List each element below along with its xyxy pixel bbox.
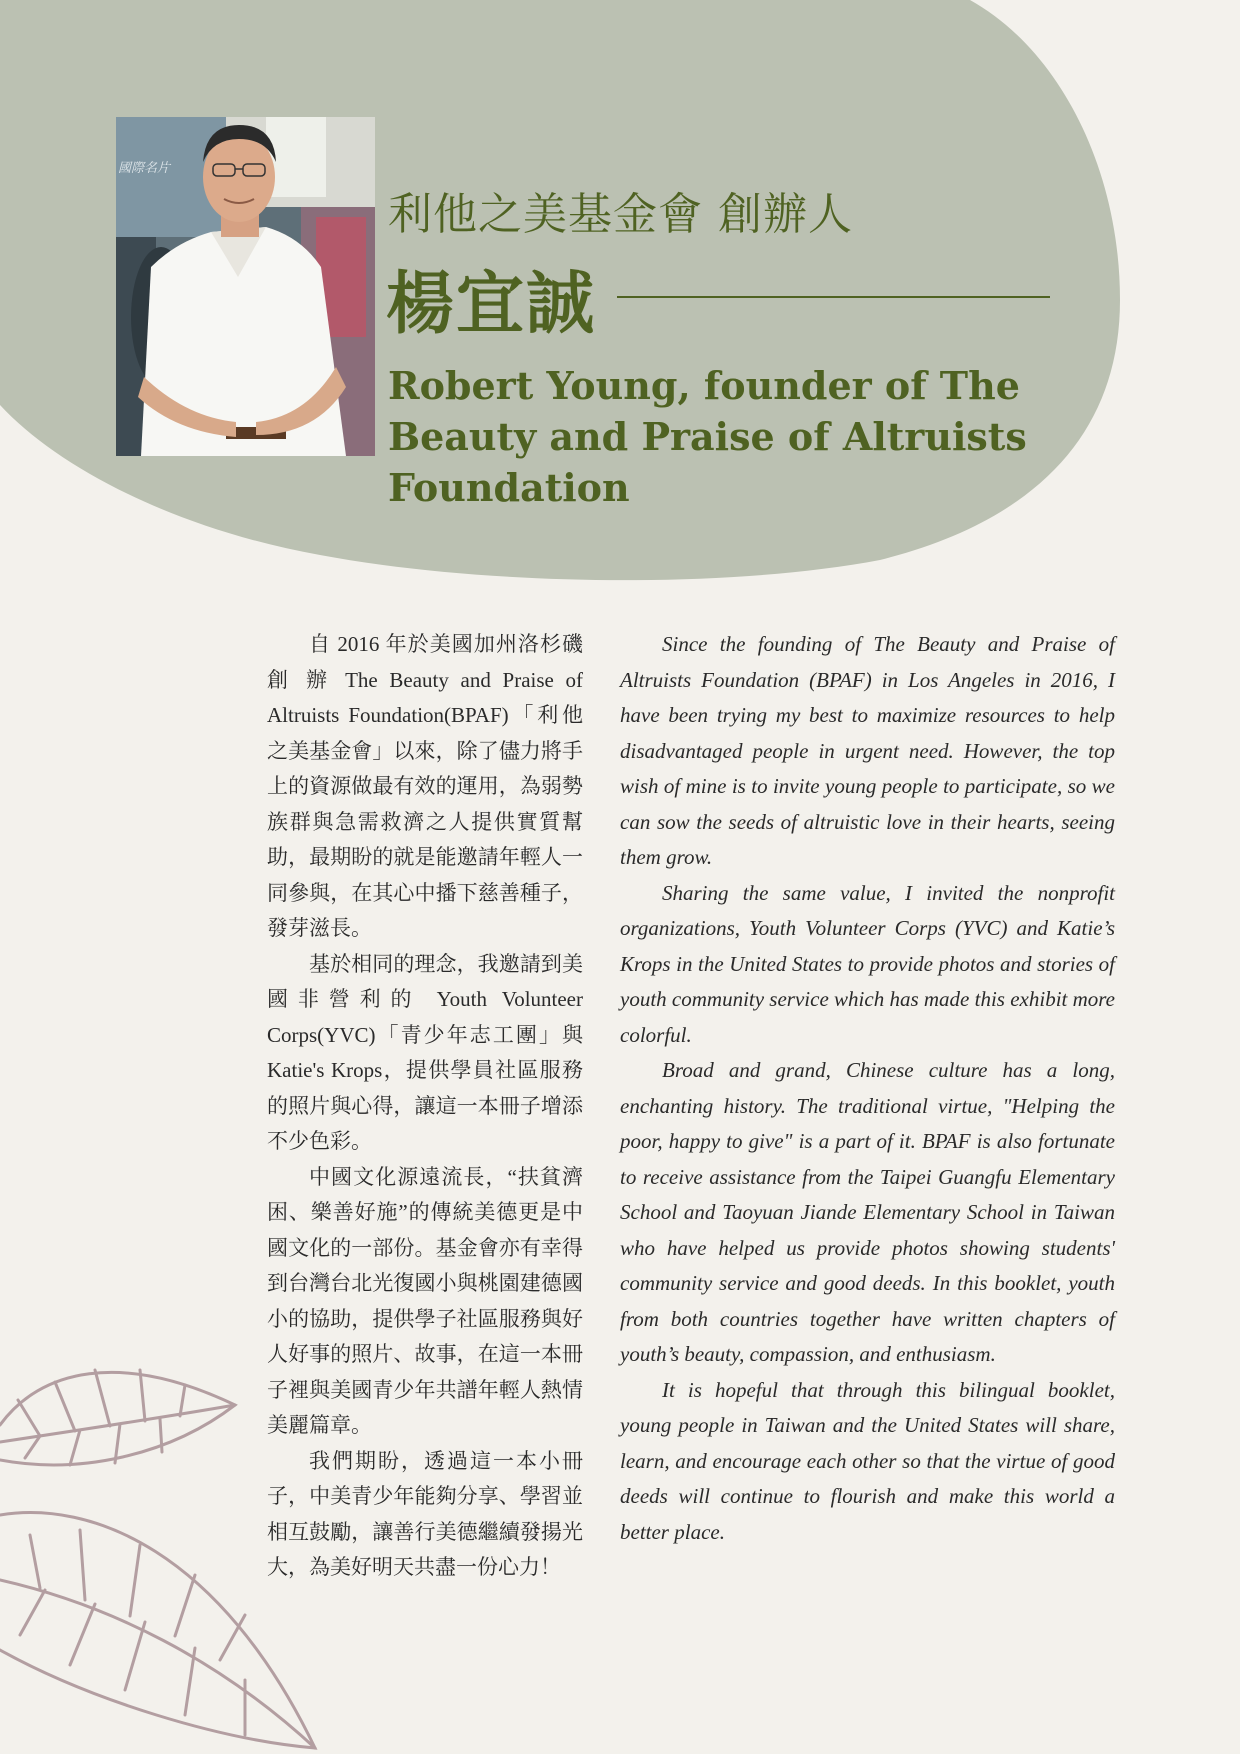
zh-paragraph: 自 2016 年於美國加州洛杉磯創 辦 The Beauty and Praise of Altruists Foundation(BPAF)「利他之美基金會」以來，除了儘力將手上的資源做最有效的運用，為弱勢族群與急需救濟之人提供實質幫助，最期盼的就是能邀請年輕人一同參與，在其心中播下慈善種子，發芽滋長。 — [267, 632, 583, 940]
en-paragraph: Sharing the same value, I invited the nonprofit organizations, Youth Volunteer Corps (YVC) and Katie’s Krops in the United States to provide photos and stories of youth community service which has made this exhibit more colorful. — [620, 880, 1115, 1047]
title-divider-line — [617, 296, 1050, 298]
en-paragraph: Since the founding of The Beauty and Praise of Altruists Foundation (BPAF) in Los Angeles in 2016, I have been trying my best to maximize resources to help disadvantaged people in urgent need. However, the top wish of mine is to invite young people to participate, so we can sow the seeds of altruistic love in their hearts, seeing them grow. — [620, 632, 1115, 869]
founder-photo — [116, 117, 375, 456]
zh-paragraph: 我們期盼，透過這一本小冊子，中美青少年能夠分享、學習並相互鼓勵，讓善行美德繼續發揚光大，為美好明天共盡一份心力！ — [267, 1448, 583, 1579]
title-english: Robert Young, founder of The Beauty and Praise of Altruists Foundation — [388, 363, 1027, 510]
leaf-decoration-icon — [0, 1330, 330, 1754]
en-paragraph: It is hopeful that through this bilingual booklet, young people in Taiwan and the United States will share, learn, and encourage each other so that the virtue of good deeds will continue to flourish and make this world a better place. — [620, 1377, 1115, 1544]
founder-name-chinese: 楊宜誠 — [386, 264, 597, 344]
en-paragraph: Broad and grand, Chinese culture has a long, enchanting history. The traditional virtue, "Helping the poor, happy to give" is a part of it. BPAF is also fortunate to receive assistance from the Taipei Guangfu Elementary School and Taoyuan Jiande Elementary School in Taiwan who have helped us provide photos showing students' community service and good deeds. In this booklet, youth from both countries together have written chapters of youth’s beauty, compassion, and enthusiasm. — [620, 1058, 1115, 1366]
photo-sign-text: 國際名片 — [118, 160, 171, 175]
zh-paragraph: 中國文化源遠流長，“扶貧濟困、樂善好施”的傳統美德更是中國文化的一部份。基金會亦有幸得到台灣台北光復國小與桃園建德國小的協助，提供學子社區服務與好人好事的照片、故事，在這一本冊子裡與美國青少年共譜年輕人熱情美麗篇章。 — [267, 1164, 583, 1437]
zh-paragraph: 基於相同的理念，我邀請到美國非營利的 Youth Volunteer Corps(YVC)「青少年志工團」與 Katie's Krops，提供學員社區服務的照片與心得，讓這一本冊子增添不少色彩。 — [267, 951, 583, 1153]
title-chinese: 利他之美基金會 創辦人 — [388, 189, 853, 240]
english-text-column — [620, 627, 1115, 1550]
